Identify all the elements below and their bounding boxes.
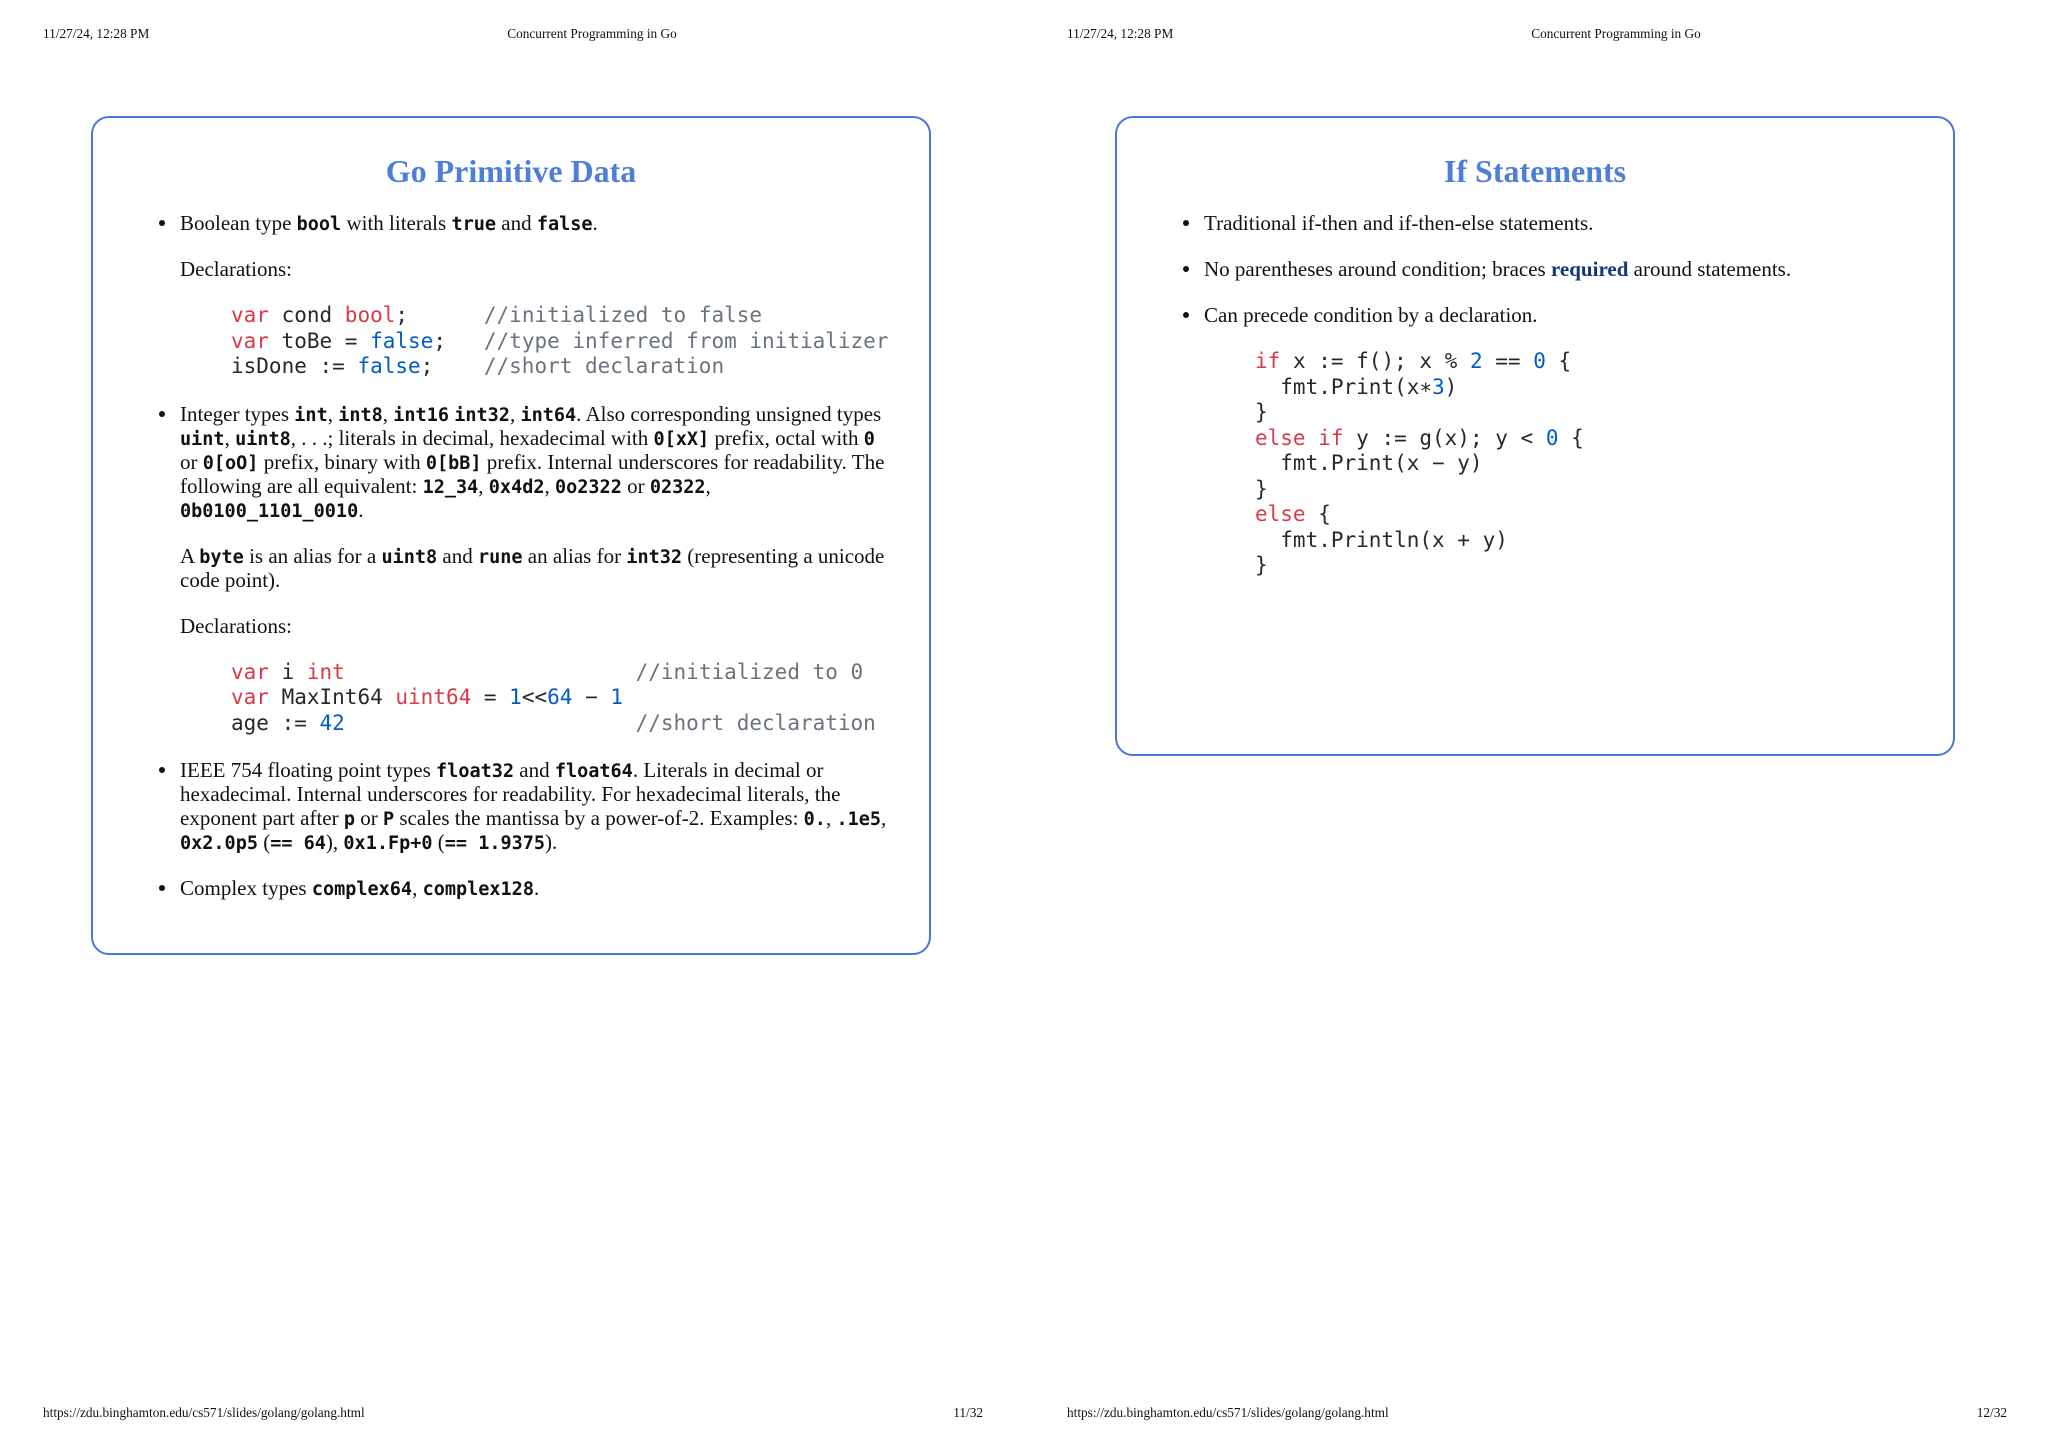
text-run: , [224, 425, 236, 450]
code-token [345, 711, 636, 735]
code-token: } [1255, 553, 1268, 577]
text-run: . [533, 876, 540, 900]
slide-title: If Statements [1443, 153, 1627, 189]
bullet-icon [1183, 266, 1189, 272]
inline-code: == 64 [270, 833, 326, 854]
inline-code: complex128 [422, 879, 534, 900]
text-run: , [412, 876, 423, 900]
bullet-item [1117, 211, 1953, 235]
code-token: false [357, 354, 421, 378]
code-line [1255, 349, 1953, 375]
text-run: code point). [180, 567, 281, 592]
code-token: age := [231, 710, 320, 735]
text-run: (representing a unicode [682, 543, 885, 568]
code-token: 64 [547, 685, 573, 709]
inline-code: 0[oO] [202, 452, 259, 474]
inline-code: P [382, 809, 395, 830]
code-token: x := f(); x % [1280, 349, 1470, 373]
inline-code: 0. [803, 809, 826, 830]
code-token: { [1558, 425, 1584, 450]
inline-code: 0x1.Fp+0 [343, 833, 433, 854]
inline-code: byte [199, 546, 244, 568]
text-line [180, 498, 929, 522]
text-run: ( [432, 830, 445, 854]
code-token: 0 [1533, 349, 1546, 373]
code-token: i [268, 659, 307, 684]
source-url: https://zdu.binghamton.edu/cs571/slides/golang/golang.html [43, 1405, 365, 1420]
code-token: //type inferred from initializer [483, 328, 889, 353]
code-token: } [1255, 476, 1268, 501]
code-token: cond [268, 303, 345, 327]
bullet-icon [1183, 220, 1189, 226]
text-run: , [825, 806, 837, 830]
bullet-item [1117, 257, 1953, 281]
inline-code: 0b0100_1101_0010 [180, 500, 359, 522]
text-line [180, 614, 929, 638]
code-token: toBe = [268, 328, 371, 353]
code-token: 0 [1545, 425, 1559, 450]
text-line [1204, 211, 1953, 235]
code-token: << [521, 685, 548, 709]
code-token: false [370, 328, 434, 353]
inline-code: 0[bB] [425, 452, 482, 474]
code-token: isDone := [231, 354, 358, 378]
text-run: with literals [341, 211, 452, 235]
bullet-icon [159, 767, 165, 773]
text-run: and [514, 758, 555, 782]
inline-code: p [343, 809, 355, 830]
code-token [345, 660, 636, 684]
text-line [180, 474, 929, 498]
inline-code: uint8 [235, 428, 291, 450]
bullet-icon [159, 885, 165, 891]
code-token: bool [344, 303, 396, 327]
inline-code: == 1.9375 [444, 833, 546, 854]
text-run: , [509, 401, 521, 426]
code-line [1255, 528, 1953, 554]
text-run: Traditional if-then and if-then-else statements. [1204, 211, 1594, 235]
text-run: . Also corresponding unsigned types [576, 401, 882, 426]
inline-code: true [451, 214, 496, 235]
bullet-list [1117, 211, 1953, 579]
inline-code: 0o2322 [555, 476, 622, 498]
print-timestamp: 11/27/24, 12:28 PM [43, 26, 150, 41]
bullet-paragraph [1204, 211, 1953, 235]
text-line [1204, 303, 1953, 327]
text-run: . [592, 211, 598, 235]
bullet-item [93, 211, 929, 380]
code-token: y := g(x); y < [1343, 425, 1546, 450]
code-token: //initialized to false [483, 303, 763, 327]
text-line [180, 450, 929, 474]
code-line [231, 329, 929, 355]
code-token: else [1255, 502, 1306, 526]
code-line [1255, 502, 1953, 528]
text-run: Boolean type [180, 211, 297, 235]
code-line [1255, 426, 1953, 452]
inline-code: int8 [338, 404, 383, 426]
text-line [1204, 257, 1953, 281]
inline-code: 12_34 [422, 476, 479, 498]
code-block [231, 660, 929, 737]
bullet-paragraph [180, 544, 929, 592]
code-token: { [1305, 502, 1331, 526]
code-token: if [1255, 349, 1281, 373]
text-run: ), [325, 830, 344, 854]
inline-code: 02322 [649, 476, 706, 498]
text-run: is an alias for a [243, 543, 382, 568]
code-line [231, 660, 929, 686]
inline-code: int [294, 404, 328, 426]
text-run: Declarations: [180, 613, 292, 638]
text-run: or [180, 449, 203, 474]
code-block [1255, 349, 1953, 579]
bullet-paragraph [1204, 303, 1953, 327]
text-run: prefix, octal with [709, 425, 864, 450]
text-line [180, 257, 929, 281]
text-run: . [358, 497, 364, 522]
code-line [1255, 400, 1953, 426]
source-url: https://zdu.binghamton.edu/cs571/slides/golang/golang.html [1067, 1405, 1389, 1420]
code-token: //short declaration [483, 354, 725, 378]
inline-code: float32 [436, 761, 515, 782]
code-token: ; [433, 328, 484, 353]
inline-code: complex64 [311, 879, 413, 900]
code-line [231, 303, 929, 329]
text-run: , [382, 401, 394, 426]
text-run: No parentheses around condition; braces [1204, 257, 1551, 281]
text-run: and [496, 211, 537, 235]
code-line [1255, 375, 1953, 401]
page-number: 12/32 [1976, 1405, 2007, 1420]
text-run: prefix. Internal underscores for readability. The [481, 449, 885, 474]
bullet-icon [159, 411, 165, 417]
text-run: Can precede condition by a declaration. [1204, 303, 1538, 327]
inline-code: int32 [626, 546, 683, 568]
code-token: { [1545, 349, 1572, 373]
text-run: , [705, 473, 711, 498]
inline-code: 0[xX] [653, 428, 710, 450]
bullet-item [93, 876, 929, 900]
code-token: fmt.Print(x − y) [1255, 451, 1483, 475]
text-run: prefix, binary with [258, 449, 426, 474]
code-line [231, 685, 929, 711]
bullet-paragraph [180, 257, 929, 281]
text-run: IEEE 754 floating point types [180, 758, 437, 782]
text-run: , [544, 473, 555, 498]
text-run: , . . .; literals in decimal, hexadecimal with [290, 425, 654, 450]
inline-code: 0x2.0p5 [180, 833, 258, 854]
code-block [231, 303, 929, 380]
slide-card [91, 116, 931, 955]
bullet-paragraph [180, 402, 929, 522]
document-title: Concurrent Programming in Go [507, 26, 677, 41]
text-line [180, 782, 929, 806]
code-token: uint64 [395, 685, 472, 709]
code-token: int [306, 659, 345, 684]
inline-code: rune [477, 546, 523, 568]
bullet-item [93, 758, 929, 854]
bullet-icon [1183, 312, 1189, 318]
text-line [180, 402, 929, 426]
text-run: an alias for [522, 543, 627, 568]
code-token: 42 [319, 710, 345, 735]
code-token: ; [420, 354, 484, 378]
text-line [180, 211, 929, 235]
inline-code: bool [296, 214, 342, 235]
text-run: around statements. [1628, 257, 1792, 281]
emphasis-text: required [1550, 257, 1629, 281]
bullet-icon [159, 220, 165, 226]
text-run: ). [545, 830, 558, 854]
bullet-paragraph [1204, 257, 1953, 281]
inline-code: int64 [520, 404, 577, 426]
bullet-item [93, 402, 929, 737]
text-run: ( [257, 830, 271, 854]
inline-code: .1e5 [836, 809, 882, 830]
code-token: var [231, 328, 269, 353]
text-run: scales the mantissa by a power-of-2. Examples: [394, 806, 804, 830]
code-token: //short declaration [635, 710, 876, 735]
inline-code: 0 [863, 428, 875, 450]
text-run: or [621, 473, 650, 498]
text-run: Declarations: [180, 257, 292, 281]
code-token: == [1482, 349, 1534, 373]
text-line [180, 876, 929, 900]
slide-title: Go Primitive Data [385, 153, 637, 189]
inline-code: false [536, 214, 593, 235]
text-run: , [327, 401, 339, 426]
text-run: A [180, 543, 200, 568]
text-run: or [354, 806, 383, 830]
code-token: else if [1255, 425, 1344, 450]
code-line [1255, 451, 1953, 477]
code-token: 3 [1432, 374, 1445, 399]
text-run: , [881, 806, 887, 830]
code-token: fmt.Println(x + y) [1255, 527, 1508, 552]
text-line [180, 426, 929, 450]
code-token: 1 [509, 685, 522, 709]
code-token: fmt.Print(x∗ [1255, 374, 1433, 399]
document-title: Concurrent Programming in Go [1531, 26, 1701, 41]
code-token: 2 [1469, 349, 1483, 373]
code-token: − [572, 685, 611, 709]
text-run: exponent part after [180, 806, 344, 830]
text-run: and [437, 543, 478, 568]
slide-card [1115, 116, 1955, 756]
inline-code: int16 [393, 404, 449, 426]
code-token: var [231, 303, 269, 327]
code-token: var [231, 685, 269, 709]
code-token: ) [1444, 374, 1458, 399]
bullet-item [1117, 303, 1953, 579]
text-line [180, 544, 929, 568]
text-line [180, 806, 929, 830]
code-token: 1 [610, 685, 624, 709]
text-line [180, 758, 929, 782]
bullet-paragraph [180, 614, 929, 638]
text-run: Integer types [180, 401, 295, 426]
inline-code: uint [180, 428, 225, 450]
text-run: following are all equivalent: [180, 473, 423, 498]
text-line [180, 568, 929, 592]
text-line [180, 830, 929, 854]
document-page-right [1024, 0, 2048, 1447]
code-line [231, 711, 929, 737]
code-token: //initialized to 0 [635, 659, 864, 684]
text-run: hexadecimal. Internal underscores for readability. For hexadecimal literals, the [180, 782, 841, 806]
print-timestamp: 11/27/24, 12:28 PM [1067, 26, 1174, 41]
code-line [1255, 553, 1953, 579]
bullet-list [93, 211, 929, 900]
inline-code: int32 [454, 404, 510, 426]
bullet-paragraph [180, 211, 929, 235]
code-token: ; [395, 303, 484, 327]
text-run: , [478, 473, 489, 498]
inline-code: uint8 [381, 546, 438, 568]
inline-code: float64 [554, 761, 633, 782]
code-line [231, 354, 929, 380]
page-number: 11/32 [953, 1405, 983, 1420]
text-run: Complex types [180, 876, 312, 900]
code-token: } [1255, 400, 1268, 424]
code-token: var [231, 659, 269, 684]
code-token: MaxInt64 [268, 685, 396, 709]
bullet-paragraph [180, 758, 929, 854]
code-line [1255, 477, 1953, 503]
code-token: = [471, 685, 510, 709]
bullet-paragraph [180, 876, 929, 900]
inline-code: 0x4d2 [488, 476, 545, 498]
text-run: . Literals in decimal or [632, 758, 824, 782]
